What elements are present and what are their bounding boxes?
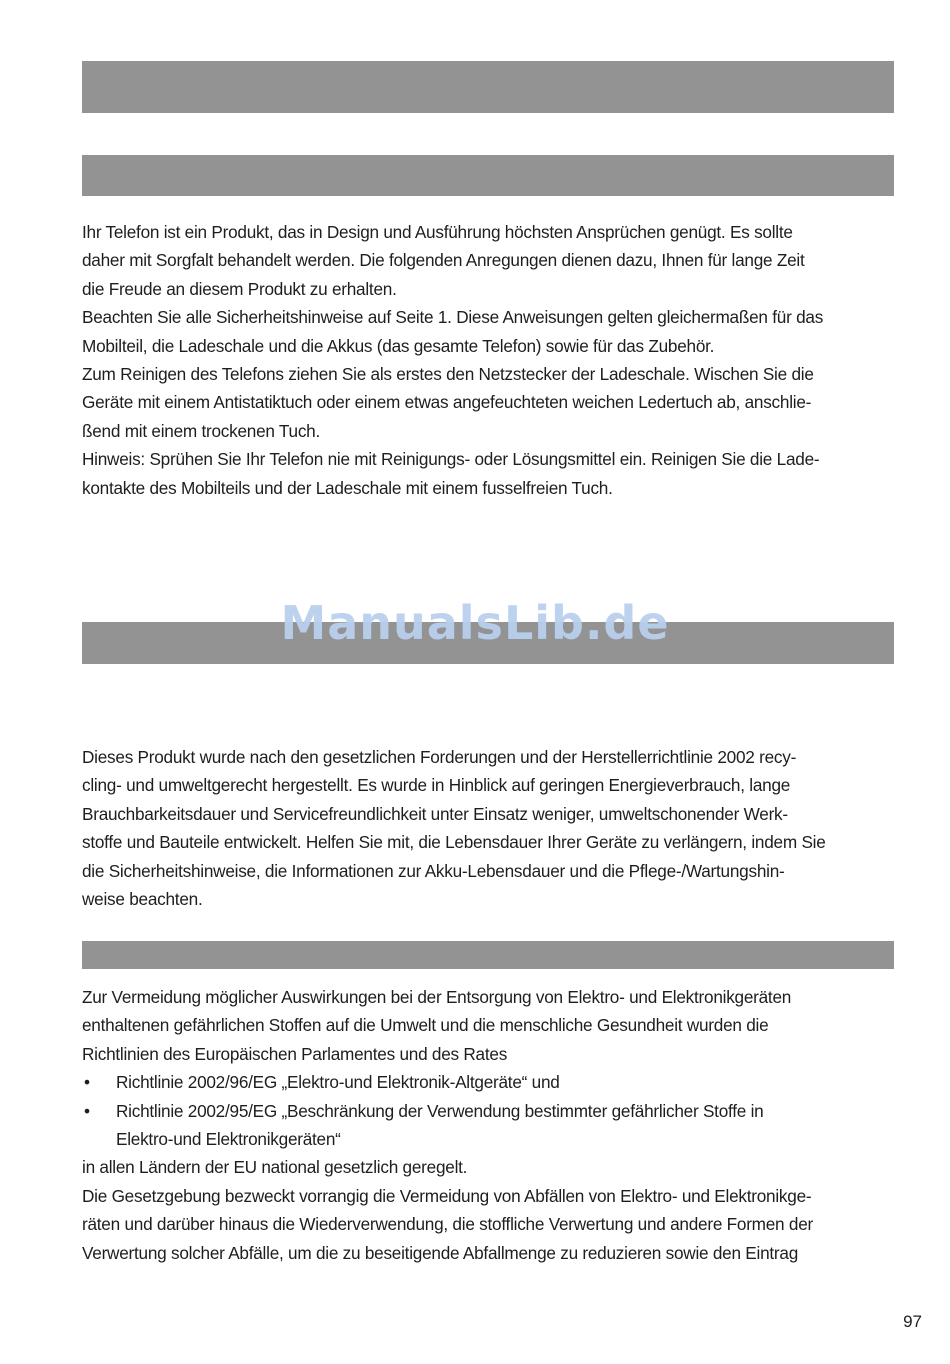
text-line: Brauchbarkeitsdauer und Servicefreundlichkeit unter Einsatz weniger, umweltschonender Werk- xyxy=(82,803,788,824)
text-line: kontakte des Mobilteils und der Ladeschale mit einem fusselfreien Tuch. xyxy=(82,477,613,498)
bullet-text: Richtlinie 2002/96/EG „Elektro-und Elektronik-Altgeräte“ und xyxy=(116,1072,560,1093)
text-line: daher mit Sorgfalt behandelt werden. Die folgenden Anregungen dienen dazu, Ihnen für lange Zeit xyxy=(82,250,805,271)
text-line: Verwertung solcher Abfälle, um die zu beseitigende Abfallmenge zu reduzieren sowie den Eintrag xyxy=(82,1242,799,1263)
environment-paragraph xyxy=(82,743,894,913)
bullet-icon: • xyxy=(84,1100,90,1121)
header-bar-1 xyxy=(82,61,894,113)
bullet-text: Elektro-und Elektronikgeräten“ xyxy=(116,1129,341,1150)
text-line: Beachten Sie alle Sicherheitshinweise auf Seite 1. Diese Anweisungen gelten gleichermaßen für das xyxy=(82,307,824,328)
bullet-icon: • xyxy=(84,1072,90,1093)
text-line: Richtlinien des Europäischen Parlamentes und des Rates xyxy=(82,1043,508,1064)
watermark-logo: ManualsLib.de xyxy=(280,596,670,650)
disposal-paragraph xyxy=(82,983,894,1267)
text-line: weise beachten. xyxy=(82,889,203,910)
bullet-item xyxy=(82,1068,894,1096)
text-line: Geräte mit einem Antistatiktuch oder einem etwas angefeuchteten weichen Ledertuch ab, anschlie- xyxy=(82,392,812,413)
text-line: Ihr Telefon ist ein Produkt, das in Design und Ausführung höchsten Ansprüchen genügt. Es sollte xyxy=(82,222,793,242)
text-line: Mobilteil, die Ladeschale und die Akkus (das gesamte Telefon) sowie für das Zubehör. xyxy=(82,335,715,356)
text-line: die Freude an diesem Produkt zu erhalten. xyxy=(82,278,397,299)
text-line: Die Gesetzgebung bezweckt vorrangig die Vermeidung von Abfällen von Elektro- und Elektronikge- xyxy=(82,1185,812,1206)
bullet-text: Richtlinie 2002/95/EG „Beschränkung der Verwendung bestimmter gefährlicher Stoffe in xyxy=(116,1100,764,1121)
text-line: Zur Vermeidung möglicher Auswirkungen bei der Entsorgung von Elektro- und Elektronikgeräten xyxy=(82,987,792,1007)
bullet-item xyxy=(82,1097,894,1125)
text-line: Hinweis: Sprühen Sie Ihr Telefon nie mit Reinigungs- oder Lösungsmittel ein. Reinigen Sie die Lade- xyxy=(82,449,820,470)
text-line: Zum Reinigen des Telefons ziehen Sie als erstes den Netzstecker der Ladeschale. Wischen Sie die xyxy=(82,364,814,385)
header-bar-4 xyxy=(82,941,894,969)
page-number: 97 xyxy=(903,1312,922,1331)
text-line: enthaltenen gefährlichen Stoffen auf die Umwelt und die menschliche Gesundheit wurden die xyxy=(82,1015,769,1036)
text-line: ßend mit einem trockenen Tuch. xyxy=(82,420,321,441)
text-line: stoffe und Bauteile entwickelt. Helfen Sie mit, die Lebensdauer Ihrer Geräte zu verlängern, indem Sie xyxy=(82,832,826,853)
header-bar-3 xyxy=(82,622,894,664)
care-paragraph xyxy=(82,218,894,502)
text-line: räten und darüber hinaus die Wiederverwendung, die stoffliche Verwertung und andere Formen der xyxy=(82,1214,813,1235)
header-bar-2 xyxy=(82,155,894,196)
text-line: die Sicherheitshinweise, die Informationen zur Akku-Lebensdauer und die Pflege-/Wartungshin- xyxy=(82,860,785,881)
text-line: Dieses Produkt wurde nach den gesetzlichen Forderungen und der Herstellerrichtlinie 2002 recy- xyxy=(82,747,797,767)
text-line: cling- und umweltgerecht hergestellt. Es wurde in Hinblick auf geringen Energieverbrauch, lange xyxy=(82,775,791,796)
text-line: in allen Ländern der EU national gesetzlich geregelt. xyxy=(82,1157,468,1178)
bullet-continuation xyxy=(82,1125,894,1153)
